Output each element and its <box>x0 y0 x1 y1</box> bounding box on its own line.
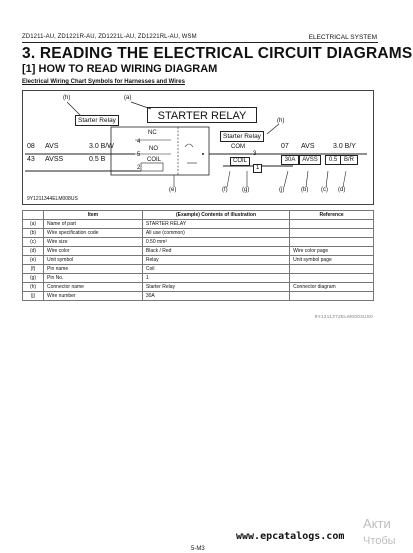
table-cell-example: Black / Red <box>142 247 289 256</box>
table-cell-item: Wire size <box>44 238 143 247</box>
callout-b: (b) <box>301 187 309 193</box>
table-cell-item: Unit symbol <box>44 256 143 265</box>
wire-3-spec: AVS <box>301 143 315 150</box>
table-cell-item: Pin name <box>44 265 143 274</box>
table-cell-example: Coil <box>142 265 289 274</box>
wire-2-spec: AVSS <box>45 156 64 163</box>
activation-notice-line1: Акти <box>363 516 391 531</box>
table-cell-reference <box>290 238 374 247</box>
table-cell-example: Relay <box>142 256 289 265</box>
pin-1: 1 <box>253 164 262 173</box>
table-cell-key: (f) <box>23 265 44 274</box>
pin-com: COM <box>231 144 245 150</box>
wire-1-spec: AVS <box>45 143 59 150</box>
part-name-label: STARTER RELAY <box>147 107 257 123</box>
page-number: 5-M3 <box>191 546 205 552</box>
table-cell-item: Connector name <box>44 283 143 292</box>
table-cell-reference: Unit symbol page <box>290 256 374 265</box>
table-cell-key: (e) <box>23 256 44 265</box>
table-cell-example: All use (common) <box>142 229 289 238</box>
wire-2-number: 43 <box>27 156 35 163</box>
table-header-key <box>23 211 44 220</box>
table-code: 9Y1211372ELM0003US0 <box>314 314 373 319</box>
pin-3: 3 <box>253 151 257 157</box>
callout-j: (j) <box>279 187 285 193</box>
callout-c: (c) <box>321 187 328 193</box>
tag-wire-spec: AVSS <box>299 155 321 165</box>
table-cell-key: (a) <box>23 220 44 229</box>
table-cell-item: Pin No. <box>44 274 143 283</box>
table-row <box>23 238 374 247</box>
page-title: 3. READING THE ELECTRICAL CIRCUIT DIAGRAMS <box>22 45 413 62</box>
wire-3-size-color: 3.0 B/Y <box>333 143 356 150</box>
table-cell-reference: Connector diagram <box>290 283 374 292</box>
pin-5: 5 <box>137 152 141 158</box>
table-cell-item: Name of part <box>44 220 143 229</box>
table-cell-reference <box>290 220 374 229</box>
table-row <box>23 247 374 256</box>
figure-code: 9Y1211344ELM008US <box>27 196 78 202</box>
wire-1-number: 08 <box>27 143 35 150</box>
table-cell-example: Starter Relay <box>142 283 289 292</box>
table-header-reference: Reference <box>290 211 374 220</box>
callout-h-right: (h) <box>277 118 285 124</box>
table-header-example: (Example) Contents of illustration <box>142 211 289 220</box>
table-header-row <box>23 211 374 220</box>
table-row <box>23 229 374 238</box>
tag-wire-size: 0.5 <box>325 155 341 165</box>
figure-caption: Electrical Wiring Chart Symbols for Harnesses and Wires <box>22 79 185 85</box>
pin-coil-right: COIL <box>230 157 250 166</box>
table-cell-example: 30A <box>142 292 289 301</box>
watermark-text: www.epcatalogs.com <box>236 531 345 542</box>
table-cell-key: (d) <box>23 247 44 256</box>
table-cell-reference <box>290 292 374 301</box>
table-row <box>23 220 374 229</box>
table-row <box>23 283 374 292</box>
table-cell-key: (j) <box>23 292 44 301</box>
callout-e: (e) <box>169 187 177 193</box>
tag-wire-color: B/R <box>340 155 358 165</box>
activation-notice-line2: Чтобы <box>363 535 396 547</box>
connector-label-left: Starter Relay <box>75 115 119 126</box>
table-cell-example: 1 <box>142 274 289 283</box>
pin-4: 4 <box>137 139 141 145</box>
table-cell-reference <box>290 265 374 274</box>
table-cell-key: (b) <box>23 229 44 238</box>
pin-nc: NC <box>148 130 157 136</box>
table-cell-reference <box>290 274 374 283</box>
header-section: ELECTRICAL SYSTEM <box>308 34 377 41</box>
table-cell-key: (h) <box>23 283 44 292</box>
callout-a: (a) <box>124 95 132 101</box>
callout-h-left: (h) <box>63 95 71 101</box>
pin-2: 2 <box>137 165 141 171</box>
symbol-reference-table <box>22 210 374 301</box>
wire-2-size-color: 0.5 B <box>89 156 106 163</box>
table-row <box>23 274 374 283</box>
table-cell-example: 0.50 mm² <box>142 238 289 247</box>
table-cell-reference <box>290 229 374 238</box>
callout-g: (g) <box>242 187 250 193</box>
tag-wire-number: 30A <box>281 155 299 165</box>
table-header-item: Item <box>44 211 143 220</box>
table-row <box>23 256 374 265</box>
callout-d: (d) <box>338 187 346 193</box>
pin-no: NO <box>149 146 158 152</box>
table-cell-item: Wire specification code <box>44 229 143 238</box>
wire-1-size-color: 3.0 B/W <box>89 143 114 150</box>
header-models: ZD1211-AU, ZD1221R-AU, ZD1221L-AU, ZD1221RL-AU, WSM <box>22 34 197 40</box>
table-cell-item: Wire color <box>44 247 143 256</box>
table-cell-reference: Wire color page <box>290 247 374 256</box>
table-cell-key: (c) <box>23 238 44 247</box>
wiring-diagram <box>22 90 374 205</box>
table-cell-example: STARTER RELAY <box>142 220 289 229</box>
table-row <box>23 292 374 301</box>
callout-f: (f) <box>222 187 228 193</box>
pin-coil: COIL <box>147 157 162 163</box>
table-row <box>23 265 374 274</box>
section-subtitle: [1] HOW TO READ WIRING DIAGRAM <box>22 63 218 75</box>
header-rule <box>22 42 378 43</box>
wire-3-number: 07 <box>281 143 289 150</box>
connector-label-right: Starter Relay <box>220 131 264 142</box>
table-cell-item: Wire number <box>44 292 143 301</box>
table-cell-key: (g) <box>23 274 44 283</box>
